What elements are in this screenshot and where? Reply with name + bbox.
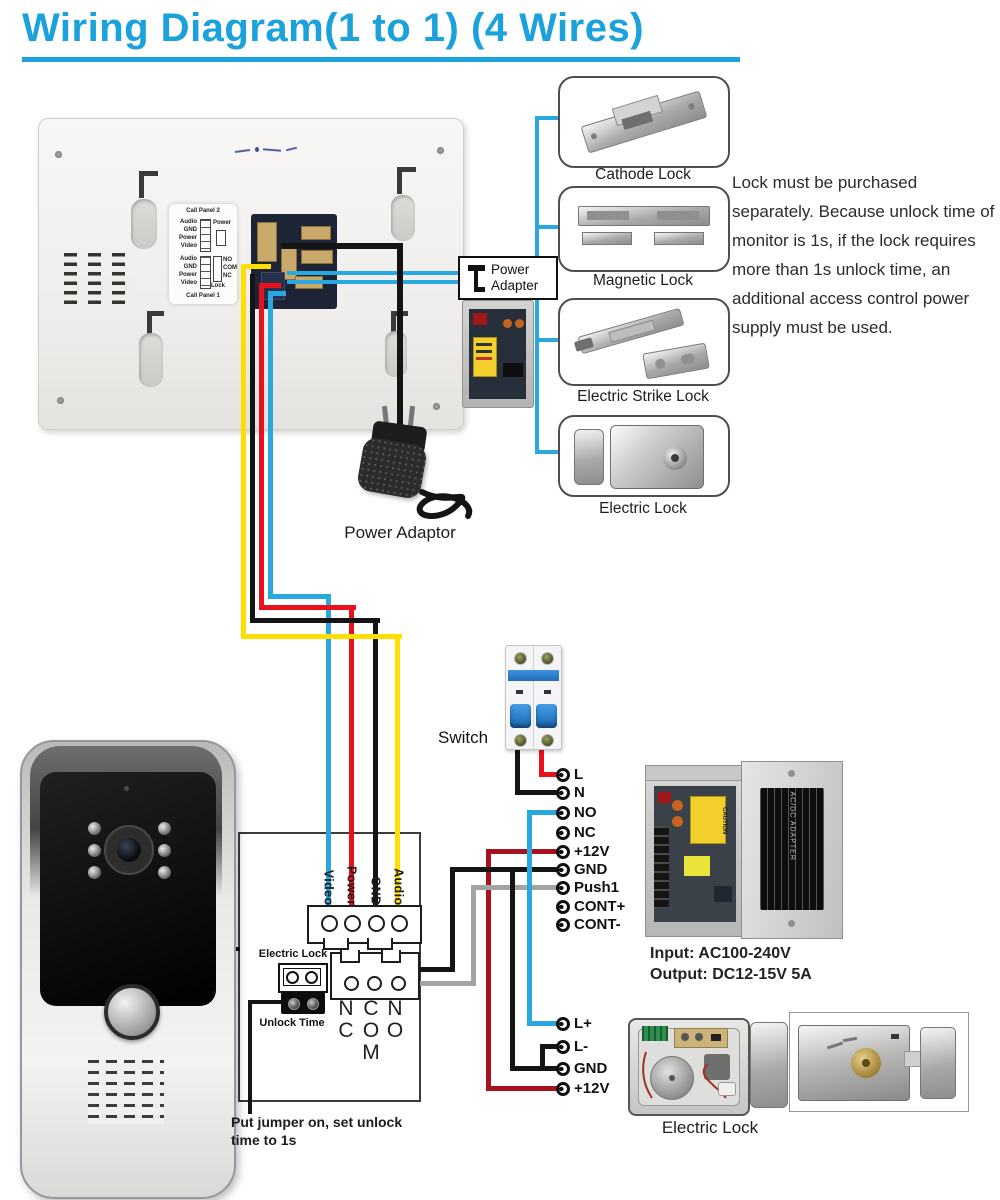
power-adaptor-label: Power Adaptor	[344, 523, 456, 542]
connector-tab	[367, 938, 393, 950]
pin-label-power: Power	[344, 865, 359, 906]
pin-no	[391, 976, 406, 991]
pcb-connector	[301, 226, 331, 240]
psu-cover	[741, 761, 843, 939]
armature-plate	[654, 232, 704, 245]
label-mark	[476, 350, 492, 353]
wire-audio-yellow	[243, 264, 271, 269]
plate-hole	[680, 353, 696, 365]
strike-lock-body	[578, 308, 685, 355]
electric-lock-body	[610, 425, 704, 489]
pin-label-audio: Audio	[391, 868, 406, 906]
strike-plate	[642, 343, 710, 380]
relay-letter: M	[362, 1041, 380, 1064]
ir-led	[158, 822, 171, 835]
component	[711, 1034, 721, 1041]
label-mark	[476, 343, 492, 346]
ir-led	[88, 822, 101, 835]
sticker-relay: NC	[223, 273, 232, 279]
relay-letters-com	[359, 998, 383, 1064]
sticker-relay: COM	[223, 265, 237, 271]
ir-led	[88, 844, 101, 857]
terminal-cont-minus	[556, 918, 570, 932]
sticker-signal: Power	[178, 235, 197, 241]
breaker-toggle	[536, 704, 557, 728]
wire-push1-gray	[471, 885, 476, 986]
terminal-push1-label: Push1	[574, 879, 620, 896]
terminal-nc-label: NC	[574, 824, 596, 841]
plate-hole	[654, 358, 666, 370]
psu-cavity	[654, 786, 736, 922]
electric-lock-option-label: Electric Lock	[599, 500, 687, 517]
terminal-cont-plus-label: CONT+	[574, 898, 626, 915]
wire-gnd-lock	[510, 867, 515, 1069]
handwriting-mark	[286, 147, 297, 152]
electric-lock-closed-frame	[789, 1012, 969, 1112]
strike-bolt	[574, 337, 594, 352]
wire-gnd-lock	[510, 1066, 558, 1071]
electric-lock-bottom-label: Electric Lock	[661, 1118, 759, 1137]
sticker-connector-glyph	[216, 230, 226, 246]
title-underline	[22, 57, 740, 62]
wire-switch-n	[515, 790, 561, 795]
breaker-band	[508, 670, 559, 681]
relay-letter: N	[387, 997, 403, 1020]
pole-divider	[533, 646, 534, 749]
screw	[788, 920, 795, 927]
capacitor	[672, 800, 683, 811]
capacitor	[672, 816, 683, 827]
sticker-relay: NO	[223, 257, 232, 263]
psu-case	[645, 765, 745, 937]
component	[695, 1033, 703, 1041]
sticker-call-panel-1: Call Panel 1	[186, 293, 220, 299]
terminal-l	[556, 768, 570, 782]
armature-plate	[582, 232, 632, 245]
terminal-push1	[556, 881, 570, 895]
green-terminal-block	[642, 1026, 668, 1041]
electric-strike-lock-box	[558, 298, 730, 386]
terminal-lock-gnd-label: GND	[574, 1060, 608, 1077]
etch-mark	[843, 1037, 857, 1042]
monitor-speaker-vents	[64, 253, 136, 309]
screw	[590, 133, 597, 140]
ir-led	[88, 866, 101, 879]
relay-letter: N	[338, 997, 354, 1020]
page-title: Wiring Diagram(1 to 1) (4 Wires)	[22, 6, 645, 50]
wire-12v-red	[486, 1086, 558, 1091]
wire-audio-yellow	[241, 634, 402, 639]
relay-letters-nc	[334, 998, 358, 1042]
wire-gnd-black	[250, 618, 380, 623]
doorbell-speaker-vents	[88, 1060, 164, 1124]
wire-no-lplus	[527, 810, 532, 1024]
breaker-mark	[516, 690, 523, 694]
keyhole-hook	[139, 171, 158, 198]
wire-lminus-bridge	[540, 1044, 545, 1069]
terminal-lminus	[556, 1040, 570, 1054]
handwriting-mark	[255, 147, 259, 152]
sticker-signal: Video	[180, 280, 197, 286]
psu-label-text: AC/DC ADAPTER	[788, 791, 796, 861]
keyhole-slot	[131, 199, 157, 249]
wire-power-red	[259, 605, 356, 610]
terminal-lminus-label: L-	[574, 1038, 589, 1055]
pin-gnd	[368, 915, 385, 932]
pin-label-gnd: GND	[368, 876, 383, 906]
access-power-supply-image	[645, 757, 840, 939]
cathode-lock-box	[558, 76, 730, 168]
doorbell-unit-image	[20, 740, 236, 1199]
component	[681, 1033, 689, 1041]
component	[714, 886, 732, 902]
connector	[473, 313, 487, 325]
wire-power-black	[281, 243, 402, 249]
terminal-lock-gnd	[556, 1062, 570, 1076]
cathode-lock-label: Cathode Lock	[595, 166, 691, 183]
lock-wires	[638, 1046, 738, 1108]
psu-output-text: Output: DC12-15V 5A	[650, 966, 812, 983]
electric-strike-lock-label: Electric Strike Lock	[577, 388, 709, 405]
jumper-pin	[307, 998, 319, 1010]
etch-mark	[827, 1042, 843, 1050]
monitor-wiring-sticker	[169, 204, 237, 304]
ir-led	[158, 866, 171, 879]
terminal-lplus-label: L+	[574, 1015, 592, 1032]
sticker-signal: Audio	[180, 219, 197, 225]
pin-power	[344, 915, 361, 932]
jumper-note-line1: Put jumper on, set unlock	[231, 1114, 403, 1130]
gold-cylinder	[851, 1048, 881, 1078]
screw	[55, 151, 62, 158]
jumper-pin	[288, 998, 300, 1010]
terminal-strip	[654, 826, 669, 908]
sticker-call-panel-2: Call Panel 2	[186, 208, 220, 214]
sticker-signal: GND	[183, 264, 197, 270]
connector	[658, 792, 671, 803]
power-adaptor-cable	[380, 458, 500, 528]
wire-no-lplus	[527, 1021, 558, 1026]
relay-letters-no	[383, 998, 407, 1042]
relay-letter: C	[338, 1019, 354, 1042]
terminal-screw	[541, 652, 554, 665]
unlock-time-jumper	[281, 992, 325, 1014]
terminal-gnd-label: GND	[574, 861, 608, 878]
screw	[57, 397, 64, 404]
wire-switch-n	[515, 744, 520, 795]
unlock-time-label: Unlock Time	[259, 1017, 325, 1029]
terminal-12v-label: +12V	[574, 843, 610, 860]
terminal-cont-plus	[556, 900, 570, 914]
electric-lock-jumper	[278, 963, 328, 993]
keyhole	[862, 1059, 870, 1067]
lock-note-text: Lock must be purchased separately. Because unlock time of monitor is 1s, if the lock requires more than 1s unlock time, an additional access control power supply must be used.	[732, 173, 995, 337]
terminal-screw	[514, 734, 527, 747]
pin-label-video: Video	[321, 869, 336, 906]
keyhole-hook	[397, 167, 416, 194]
jumper-pin	[305, 971, 318, 984]
electric-lock-latch	[574, 429, 604, 485]
jumper-pin	[286, 971, 299, 984]
strike-piece	[920, 1027, 956, 1099]
magnetic-lock-label: Magnetic Lock	[593, 272, 693, 289]
power-adapter-tag-line1: Power	[491, 262, 530, 277]
label-mark	[476, 357, 492, 360]
relay-letter: O	[386, 1019, 404, 1042]
keyhole-slot	[391, 195, 415, 241]
magnet-slot	[587, 211, 629, 220]
connector-notch	[381, 950, 401, 963]
sticker-power: Power	[213, 220, 232, 226]
camera-lens	[117, 838, 141, 862]
sticker-connector-glyph	[213, 256, 222, 282]
terminal-l-label: L	[574, 766, 584, 783]
psu-label-black	[760, 788, 824, 910]
relay-letter: C	[363, 997, 379, 1020]
transformer	[503, 363, 523, 377]
breaker-toggle	[510, 704, 531, 728]
sticker-signal: Audio	[180, 256, 197, 262]
sticker-connector-glyph	[200, 256, 211, 289]
breaker-mark	[544, 690, 551, 694]
relay-letter: O	[362, 1019, 380, 1042]
transformer-tape	[684, 856, 710, 876]
key-icon	[478, 287, 485, 292]
wire-audio-yellow	[241, 264, 246, 639]
chrome-lock-body	[798, 1025, 910, 1101]
electric-lock-box	[558, 415, 730, 497]
jumper-pointer-line	[248, 1000, 284, 1004]
psu-flange	[646, 766, 744, 781]
terminal-cont-minus-label: CONT-	[574, 916, 621, 933]
power-adapter-tag	[458, 256, 558, 300]
connector-notch	[340, 950, 360, 963]
caution-label	[690, 796, 726, 844]
wire-gnd-com	[450, 867, 558, 872]
jumper-note-line2: time to 1s	[231, 1132, 297, 1148]
psu-module-image	[462, 300, 534, 408]
cathode-lock-image	[581, 90, 708, 153]
lock-pcb	[674, 1028, 728, 1048]
capacitor	[515, 319, 524, 328]
terminal-screw	[541, 734, 554, 747]
keyhole	[671, 454, 679, 462]
terminal-lock-12v	[556, 1082, 570, 1096]
wire-power-red	[259, 283, 264, 610]
screw	[437, 147, 444, 154]
terminal-lock-12v-label: +12V	[574, 1080, 610, 1097]
sticker-signal: Power	[178, 272, 197, 278]
strike-detail	[608, 320, 655, 343]
indicator	[891, 1034, 899, 1039]
handwriting-mark	[263, 148, 281, 152]
camera	[104, 825, 154, 875]
ir-led	[158, 844, 171, 857]
keyhole-hook	[147, 311, 164, 334]
terminal-screw	[514, 652, 527, 665]
terminal-no-label: NO	[574, 804, 597, 821]
keyhole-slot	[385, 331, 407, 377]
pin-video	[321, 915, 338, 932]
terminal-12v	[556, 845, 570, 859]
keyhole-slot	[139, 333, 163, 387]
sticker-signal: Video	[180, 243, 197, 249]
switch-breaker-image	[505, 645, 562, 750]
call-button	[104, 984, 160, 1040]
doorbell-glass-panel	[40, 772, 216, 1006]
electric-lock-side-image	[750, 1022, 788, 1108]
screw	[433, 403, 440, 410]
mic-hole	[124, 786, 129, 791]
pin-com	[367, 976, 382, 991]
switch-label: Switch	[438, 728, 489, 747]
terminal-nc	[556, 826, 570, 840]
wire-gnd-com	[450, 867, 455, 972]
sticker-lock: Lock	[211, 283, 226, 289]
psu-input-text: Input: AC100-240V	[650, 945, 791, 962]
magnetic-lock-image	[578, 206, 710, 226]
wire-power-black	[397, 243, 403, 425]
power-adapter-tag-line2: Adapter	[491, 278, 539, 293]
caution-text: CAUTION	[721, 807, 727, 835]
handwriting-mark	[235, 149, 250, 153]
terminal-no	[556, 806, 570, 820]
capacitor	[503, 319, 512, 328]
wire-12v-red	[486, 849, 558, 854]
electric-lock-open-image	[628, 1018, 750, 1116]
terminal-gnd	[556, 863, 570, 877]
lock-latch-tab	[718, 1082, 736, 1096]
screw	[788, 770, 795, 777]
electric-lock-jumper-label: Electric Lock	[258, 948, 328, 960]
terminal-n	[556, 786, 570, 800]
pcb-connector	[257, 222, 277, 262]
magnetic-lock-box	[558, 186, 730, 272]
terminal-lplus	[556, 1017, 570, 1031]
pin-nc	[344, 976, 359, 991]
magnet-slot	[657, 211, 699, 220]
wire-gnd-black	[250, 274, 255, 623]
pcb-connector	[301, 250, 333, 264]
screw	[688, 103, 695, 110]
sticker-signal: GND	[183, 227, 197, 233]
pin-audio	[391, 915, 408, 932]
wire-video-blue	[268, 291, 273, 599]
terminal-n-label: N	[574, 784, 585, 801]
sticker-connector-glyph	[200, 219, 211, 252]
wire-video-blue	[268, 594, 331, 599]
